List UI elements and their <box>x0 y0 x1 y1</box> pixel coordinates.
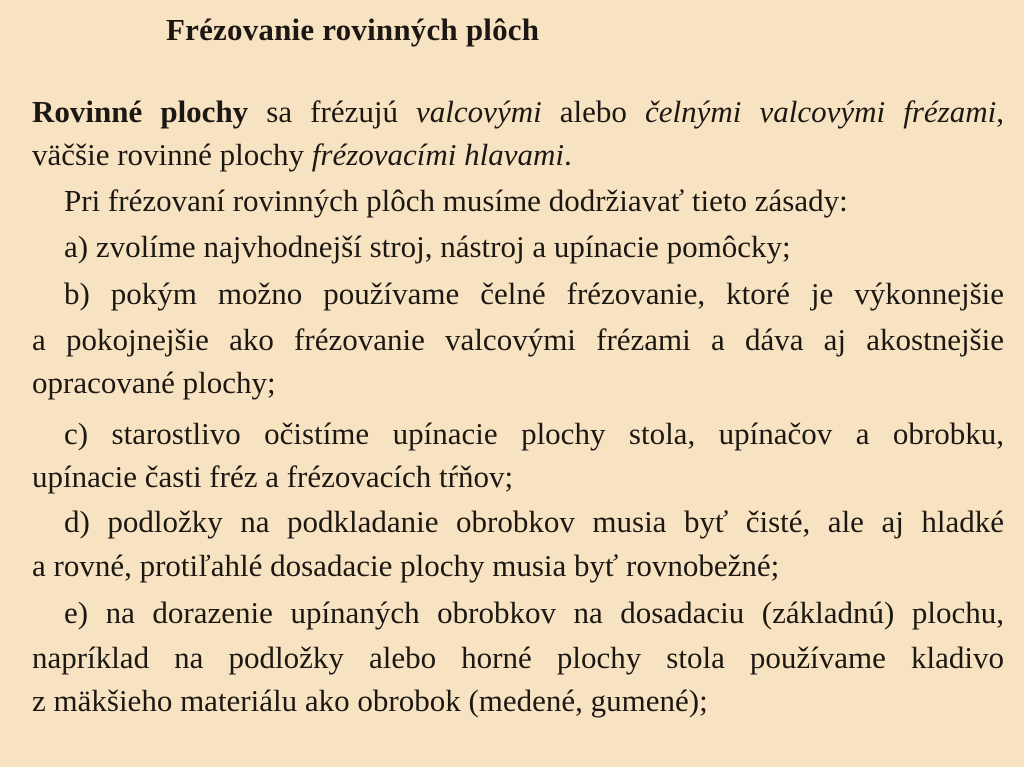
text-line-1: Rovinné plochy sa frézujú valcovými alebo čelnými valcovými frézami, <box>32 94 1004 129</box>
text-line-14: z mäkšieho materiálu ako obrobok (medené, gumené); <box>32 683 708 718</box>
text-line-8: c) starostlivo očistíme upínacie plochy stola, upínačov a obrobku, <box>64 416 1004 451</box>
text-line-11: a rovné, protiľahlé dosadacie plochy musia byť rovnobežné; <box>32 548 780 583</box>
text-line-9: upínacie časti fréz a frézovacích tŕňov; <box>32 459 514 494</box>
text-line-2: väčšie rovinné plochy frézovacími hlavami. <box>32 137 572 172</box>
text-line-6: a pokojnejšie ako frézovanie valcovými frézami a dáva aj akostnejšie <box>32 322 1004 357</box>
text-line-3: Pri frézovaní rovinných plôch musíme dodržiavať tieto zásady: <box>64 183 848 218</box>
italic-term: valcovými <box>416 94 542 129</box>
text-line-4: a) zvolíme najvhodnejší stroj, nástroj a upínacie pomôcky; <box>64 229 791 264</box>
italic-term: čelnými valcovými frézami <box>645 94 997 129</box>
text-line-13: napríklad na podložky alebo horné plochy stola používame kladivo <box>32 640 1004 675</box>
text-line-5: b) pokým možno používame čelné frézovanie, ktoré je výkonnejšie <box>64 276 1004 311</box>
text-line-12: e) na dorazenie upínaných obrobkov na dosadaciu (základnú) plochu, <box>64 595 1004 630</box>
page-title: Frézovanie rovinných plôch <box>166 12 540 47</box>
italic-term: frézovacími hlavami <box>311 137 565 172</box>
text-line-7: opracované plochy; <box>32 365 276 400</box>
bold-term: Rovinné plochy <box>32 94 249 129</box>
text-line-10: d) podložky na podkladanie obrobkov musia byť čisté, ale aj hladké <box>64 504 1004 539</box>
